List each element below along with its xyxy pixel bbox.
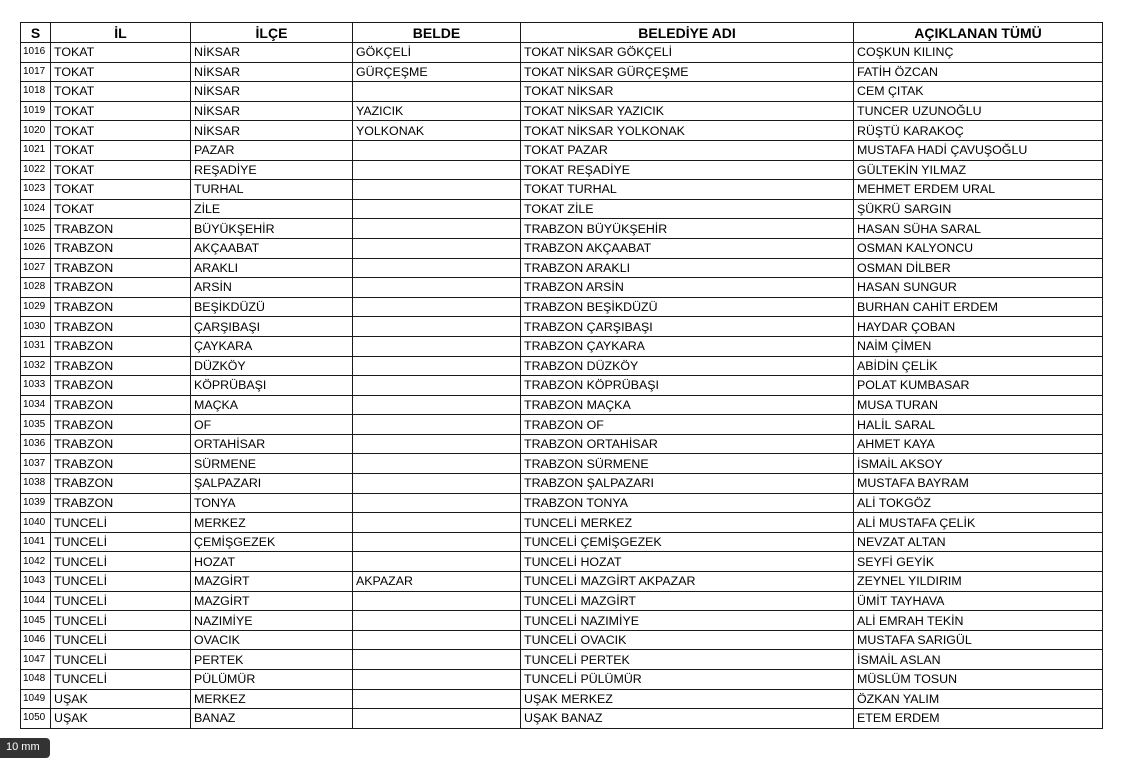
belediye-adi-cell: TRABZON ORTAHİSAR — [521, 434, 854, 454]
table-row — [21, 219, 1103, 239]
aciklanan-cell: SEYFİ GEYİK — [854, 552, 1103, 572]
table-row — [21, 474, 1103, 494]
belde-cell — [353, 297, 521, 317]
belediye-adi-cell: TOKAT TURHAL — [521, 180, 854, 200]
table-row — [21, 297, 1103, 317]
aciklanan-cell: ZEYNEL YILDIRIM — [854, 572, 1103, 592]
belediye-adi-cell: TUNCELİ HOZAT — [521, 552, 854, 572]
ilce-cell: ÇEMİŞGEZEK — [191, 532, 353, 552]
row-number: 1018 — [21, 82, 51, 102]
ilce-cell: BÜYÜKŞEHİR — [191, 219, 353, 239]
ilce-cell: AKÇAABAT — [191, 238, 353, 258]
row-number: 1045 — [21, 611, 51, 631]
row-number: 1035 — [21, 415, 51, 435]
aciklanan-cell: GÜLTEKİN YILMAZ — [854, 160, 1103, 180]
row-number: 1029 — [21, 297, 51, 317]
il-cell: TRABZON — [51, 415, 191, 435]
belediye-adi-cell: TRABZON ÇAYKARA — [521, 336, 854, 356]
row-number: 1050 — [21, 709, 51, 729]
aciklanan-cell: NEVZAT ALTAN — [854, 532, 1103, 552]
ilce-cell: BANAZ — [191, 709, 353, 729]
aciklanan-cell: OSMAN KALYONCU — [854, 238, 1103, 258]
mayor-results-table — [20, 22, 1103, 729]
belediye-adi-cell: TUNCELİ MAZGİRT — [521, 591, 854, 611]
il-cell: TUNCELİ — [51, 513, 191, 533]
belde-cell — [353, 278, 521, 298]
ilce-cell: MAZGİRT — [191, 591, 353, 611]
table-row — [21, 101, 1103, 121]
belde-cell — [353, 493, 521, 513]
belde-cell — [353, 474, 521, 494]
table-row — [21, 62, 1103, 82]
belediye-adi-cell: TRABZON ARAKLI — [521, 258, 854, 278]
table-row — [21, 493, 1103, 513]
table-row — [21, 513, 1103, 533]
aciklanan-cell: HALİL SARAL — [854, 415, 1103, 435]
ilce-cell: TURHAL — [191, 180, 353, 200]
il-cell: TRABZON — [51, 493, 191, 513]
row-number: 1049 — [21, 689, 51, 709]
header-belde: BELDE — [353, 23, 521, 43]
belde-cell — [353, 532, 521, 552]
belde-cell — [353, 630, 521, 650]
table-row — [21, 238, 1103, 258]
belediye-adi-cell: TOKAT NİKSAR GÜRÇEŞME — [521, 62, 854, 82]
row-number: 1024 — [21, 199, 51, 219]
aciklanan-cell: RÜŞTÜ KARAKOÇ — [854, 121, 1103, 141]
aciklanan-cell: MÜSLÜM TOSUN — [854, 670, 1103, 690]
belde-cell — [353, 82, 521, 102]
il-cell: TOKAT — [51, 43, 191, 63]
row-number: 1031 — [21, 336, 51, 356]
aciklanan-cell: OSMAN DİLBER — [854, 258, 1103, 278]
aciklanan-cell: NAİM ÇİMEN — [854, 336, 1103, 356]
aciklanan-cell: ETEM ERDEM — [854, 709, 1103, 729]
belde-cell — [353, 552, 521, 572]
belediye-adi-cell: TOKAT REŞADİYE — [521, 160, 854, 180]
belediye-adi-cell: TRABZON MAÇKA — [521, 395, 854, 415]
belde-cell — [353, 395, 521, 415]
ilce-cell: KÖPRÜBAŞI — [191, 376, 353, 396]
aciklanan-cell: FATİH ÖZCAN — [854, 62, 1103, 82]
belediye-adi-cell: UŞAK MERKEZ — [521, 689, 854, 709]
belde-cell — [353, 415, 521, 435]
ilce-cell: NİKSAR — [191, 43, 353, 63]
belde-cell — [353, 317, 521, 337]
belediye-adi-cell: TUNCELİ MERKEZ — [521, 513, 854, 533]
belde-cell — [353, 336, 521, 356]
aciklanan-cell: İSMAİL ASLAN — [854, 650, 1103, 670]
il-cell: TUNCELİ — [51, 670, 191, 690]
table-row — [21, 630, 1103, 650]
table-row — [21, 121, 1103, 141]
row-number: 1039 — [21, 493, 51, 513]
table-row — [21, 532, 1103, 552]
ilce-cell: MAZGİRT — [191, 572, 353, 592]
row-number: 1028 — [21, 278, 51, 298]
belediye-adi-cell: TRABZON BEŞİKDÜZÜ — [521, 297, 854, 317]
il-cell: TRABZON — [51, 434, 191, 454]
belde-cell: GÜRÇEŞME — [353, 62, 521, 82]
aciklanan-cell: HASAN SÜHA SARAL — [854, 219, 1103, 239]
row-number: 1036 — [21, 434, 51, 454]
belde-cell — [353, 160, 521, 180]
il-cell: TUNCELİ — [51, 650, 191, 670]
ilce-cell: DÜZKÖY — [191, 356, 353, 376]
aciklanan-cell: POLAT KUMBASAR — [854, 376, 1103, 396]
belde-cell — [353, 650, 521, 670]
belediye-adi-cell: TRABZON BÜYÜKŞEHİR — [521, 219, 854, 239]
ilce-cell: ORTAHİSAR — [191, 434, 353, 454]
ilce-cell: PÜLÜMÜR — [191, 670, 353, 690]
belediye-adi-cell: TUNCELİ PERTEK — [521, 650, 854, 670]
row-number: 1042 — [21, 552, 51, 572]
il-cell: UŞAK — [51, 689, 191, 709]
belde-cell — [353, 180, 521, 200]
belediye-adi-cell: UŞAK BANAZ — [521, 709, 854, 729]
il-cell: UŞAK — [51, 709, 191, 729]
ilce-cell: OF — [191, 415, 353, 435]
row-number: 1033 — [21, 376, 51, 396]
aciklanan-cell: HASAN SUNGUR — [854, 278, 1103, 298]
row-number: 1022 — [21, 160, 51, 180]
aciklanan-cell: MUSA TURAN — [854, 395, 1103, 415]
aciklanan-cell: HAYDAR ÇOBAN — [854, 317, 1103, 337]
aciklanan-cell: ALİ EMRAH TEKİN — [854, 611, 1103, 631]
belediye-adi-cell: TOKAT PAZAR — [521, 140, 854, 160]
aciklanan-cell: ALİ MUSTAFA ÇELİK — [854, 513, 1103, 533]
belediye-adi-cell: TOKAT NİKSAR YOLKONAK — [521, 121, 854, 141]
aciklanan-cell: BURHAN CAHİT ERDEM — [854, 297, 1103, 317]
ilce-cell: PAZAR — [191, 140, 353, 160]
row-number: 1021 — [21, 140, 51, 160]
row-number: 1016 — [21, 43, 51, 63]
ilce-cell: OVACIK — [191, 630, 353, 650]
row-number: 1032 — [21, 356, 51, 376]
belde-cell: AKPAZAR — [353, 572, 521, 592]
il-cell: TUNCELİ — [51, 611, 191, 631]
table-row — [21, 552, 1103, 572]
aciklanan-cell: MEHMET ERDEM URAL — [854, 180, 1103, 200]
ilce-cell: ŞALPAZARI — [191, 474, 353, 494]
belde-cell — [353, 434, 521, 454]
table-row — [21, 356, 1103, 376]
il-cell: TOKAT — [51, 199, 191, 219]
zoom-scale-badge: 10 mm — [0, 738, 50, 758]
belediye-adi-cell: TOKAT NİKSAR — [521, 82, 854, 102]
ilce-cell: BEŞİKDÜZÜ — [191, 297, 353, 317]
ilce-cell: NİKSAR — [191, 62, 353, 82]
belediye-adi-cell: TUNCELİ PÜLÜMÜR — [521, 670, 854, 690]
row-number: 1048 — [21, 670, 51, 690]
belde-cell — [353, 670, 521, 690]
ilce-cell: ÇAYKARA — [191, 336, 353, 356]
il-cell: TRABZON — [51, 258, 191, 278]
belde-cell — [353, 689, 521, 709]
header-aciklanan-tumu: AÇIKLANAN TÜMÜ — [854, 23, 1103, 43]
il-cell: TOKAT — [51, 62, 191, 82]
aciklanan-cell: İSMAİL AKSOY — [854, 454, 1103, 474]
ilce-cell: NAZIMİYE — [191, 611, 353, 631]
row-number: 1041 — [21, 532, 51, 552]
aciklanan-cell: MUSTAFA HADİ ÇAVUŞOĞLU — [854, 140, 1103, 160]
table-row — [21, 611, 1103, 631]
belediye-adi-cell: TOKAT NİKSAR GÖKÇELİ — [521, 43, 854, 63]
il-cell: TRABZON — [51, 336, 191, 356]
il-cell: TOKAT — [51, 180, 191, 200]
il-cell: TOKAT — [51, 121, 191, 141]
belediye-adi-cell: TRABZON KÖPRÜBAŞI — [521, 376, 854, 396]
il-cell: TUNCELİ — [51, 532, 191, 552]
belediye-adi-cell: TUNCELİ OVACIK — [521, 630, 854, 650]
aciklanan-cell: AHMET KAYA — [854, 434, 1103, 454]
table-row — [21, 140, 1103, 160]
belde-cell — [353, 611, 521, 631]
il-cell: TRABZON — [51, 376, 191, 396]
il-cell: TUNCELİ — [51, 552, 191, 572]
table-row — [21, 43, 1103, 63]
ilce-cell: ÇARŞIBAŞI — [191, 317, 353, 337]
il-cell: TRABZON — [51, 219, 191, 239]
ilce-cell: TONYA — [191, 493, 353, 513]
belde-cell — [353, 709, 521, 729]
belde-cell: GÖKÇELİ — [353, 43, 521, 63]
ilce-cell: ZİLE — [191, 199, 353, 219]
belde-cell — [353, 454, 521, 474]
row-number: 1017 — [21, 62, 51, 82]
il-cell: TUNCELİ — [51, 591, 191, 611]
aciklanan-cell: ŞÜKRÜ SARGIN — [854, 199, 1103, 219]
belediye-adi-cell: TRABZON AKÇAABAT — [521, 238, 854, 258]
belediye-adi-cell: TRABZON SÜRMENE — [521, 454, 854, 474]
row-number: 1044 — [21, 591, 51, 611]
table-row — [21, 415, 1103, 435]
aciklanan-cell: COŞKUN KILINÇ — [854, 43, 1103, 63]
row-number: 1020 — [21, 121, 51, 141]
table-row — [21, 317, 1103, 337]
aciklanan-cell: MUSTAFA SARIGÜL — [854, 630, 1103, 650]
row-number: 1026 — [21, 238, 51, 258]
row-number: 1040 — [21, 513, 51, 533]
belde-cell — [353, 591, 521, 611]
il-cell: TRABZON — [51, 395, 191, 415]
header-belediye-adi: BELEDİYE ADI — [521, 23, 854, 43]
table-row — [21, 376, 1103, 396]
table-row — [21, 278, 1103, 298]
belediye-adi-cell: TUNCELİ NAZIMİYE — [521, 611, 854, 631]
row-number: 1046 — [21, 630, 51, 650]
ilce-cell: REŞADİYE — [191, 160, 353, 180]
belediye-adi-cell: TRABZON TONYA — [521, 493, 854, 513]
aciklanan-cell: TUNCER UZUNOĞLU — [854, 101, 1103, 121]
aciklanan-cell: ALİ TOKGÖZ — [854, 493, 1103, 513]
belediye-adi-cell: TRABZON ŞALPAZARI — [521, 474, 854, 494]
table-row — [21, 689, 1103, 709]
belde-cell — [353, 356, 521, 376]
header-il: İL — [51, 23, 191, 43]
il-cell: TOKAT — [51, 140, 191, 160]
table-header-row — [21, 23, 1103, 43]
belde-cell — [353, 258, 521, 278]
belde-cell — [353, 140, 521, 160]
belediye-adi-cell: TRABZON DÜZKÖY — [521, 356, 854, 376]
table-row — [21, 572, 1103, 592]
table-body — [21, 43, 1103, 729]
belediye-adi-cell: TRABZON OF — [521, 415, 854, 435]
header-sira: S — [21, 23, 51, 43]
belde-cell — [353, 513, 521, 533]
aciklanan-cell: ABİDİN ÇELİK — [854, 356, 1103, 376]
il-cell: TUNCELİ — [51, 572, 191, 592]
belde-cell — [353, 238, 521, 258]
belediye-adi-cell: TUNCELİ ÇEMİŞGEZEK — [521, 532, 854, 552]
table-row — [21, 709, 1103, 729]
il-cell: TOKAT — [51, 160, 191, 180]
row-number: 1030 — [21, 317, 51, 337]
row-number: 1047 — [21, 650, 51, 670]
il-cell: TRABZON — [51, 297, 191, 317]
belde-cell: YOLKONAK — [353, 121, 521, 141]
ilce-cell: MAÇKA — [191, 395, 353, 415]
il-cell: TRABZON — [51, 356, 191, 376]
ilce-cell: NİKSAR — [191, 101, 353, 121]
table-row — [21, 258, 1103, 278]
aciklanan-cell: MUSTAFA BAYRAM — [854, 474, 1103, 494]
table-row — [21, 82, 1103, 102]
table-row — [21, 199, 1103, 219]
belde-cell — [353, 219, 521, 239]
ilce-cell: NİKSAR — [191, 121, 353, 141]
row-number: 1025 — [21, 219, 51, 239]
table-row — [21, 395, 1103, 415]
belediye-adi-cell: TUNCELİ MAZGİRT AKPAZAR — [521, 572, 854, 592]
ilce-cell: MERKEZ — [191, 689, 353, 709]
il-cell: TRABZON — [51, 474, 191, 494]
ilce-cell: ARAKLI — [191, 258, 353, 278]
il-cell: TRABZON — [51, 454, 191, 474]
il-cell: TRABZON — [51, 278, 191, 298]
belediye-adi-cell: TRABZON ÇARŞIBAŞI — [521, 317, 854, 337]
header-ilce: İLÇE — [191, 23, 353, 43]
ilce-cell: PERTEK — [191, 650, 353, 670]
row-number: 1023 — [21, 180, 51, 200]
belde-cell — [353, 199, 521, 219]
aciklanan-cell: CEM ÇITAK — [854, 82, 1103, 102]
aciklanan-cell: ÜMİT TAYHAVA — [854, 591, 1103, 611]
aciklanan-cell: ÖZKAN YALIM — [854, 689, 1103, 709]
table-row — [21, 454, 1103, 474]
table-row — [21, 336, 1103, 356]
table-row — [21, 180, 1103, 200]
table-row — [21, 670, 1103, 690]
ilce-cell: MERKEZ — [191, 513, 353, 533]
belediye-adi-cell: TRABZON ARSİN — [521, 278, 854, 298]
il-cell: TOKAT — [51, 82, 191, 102]
belde-cell: YAZICIK — [353, 101, 521, 121]
row-number: 1019 — [21, 101, 51, 121]
ilce-cell: NİKSAR — [191, 82, 353, 102]
belediye-adi-cell: TOKAT ZİLE — [521, 199, 854, 219]
il-cell: TRABZON — [51, 238, 191, 258]
il-cell: TUNCELİ — [51, 630, 191, 650]
table-row — [21, 650, 1103, 670]
row-number: 1034 — [21, 395, 51, 415]
ilce-cell: HOZAT — [191, 552, 353, 572]
il-cell: TRABZON — [51, 317, 191, 337]
il-cell: TOKAT — [51, 101, 191, 121]
belde-cell — [353, 376, 521, 396]
ilce-cell: ARSİN — [191, 278, 353, 298]
row-number: 1037 — [21, 454, 51, 474]
table-row — [21, 591, 1103, 611]
table-row — [21, 434, 1103, 454]
row-number: 1038 — [21, 474, 51, 494]
ilce-cell: SÜRMENE — [191, 454, 353, 474]
results-sheet — [20, 22, 1102, 729]
belediye-adi-cell: TOKAT NİKSAR YAZICIK — [521, 101, 854, 121]
row-number: 1043 — [21, 572, 51, 592]
table-row — [21, 160, 1103, 180]
row-number: 1027 — [21, 258, 51, 278]
